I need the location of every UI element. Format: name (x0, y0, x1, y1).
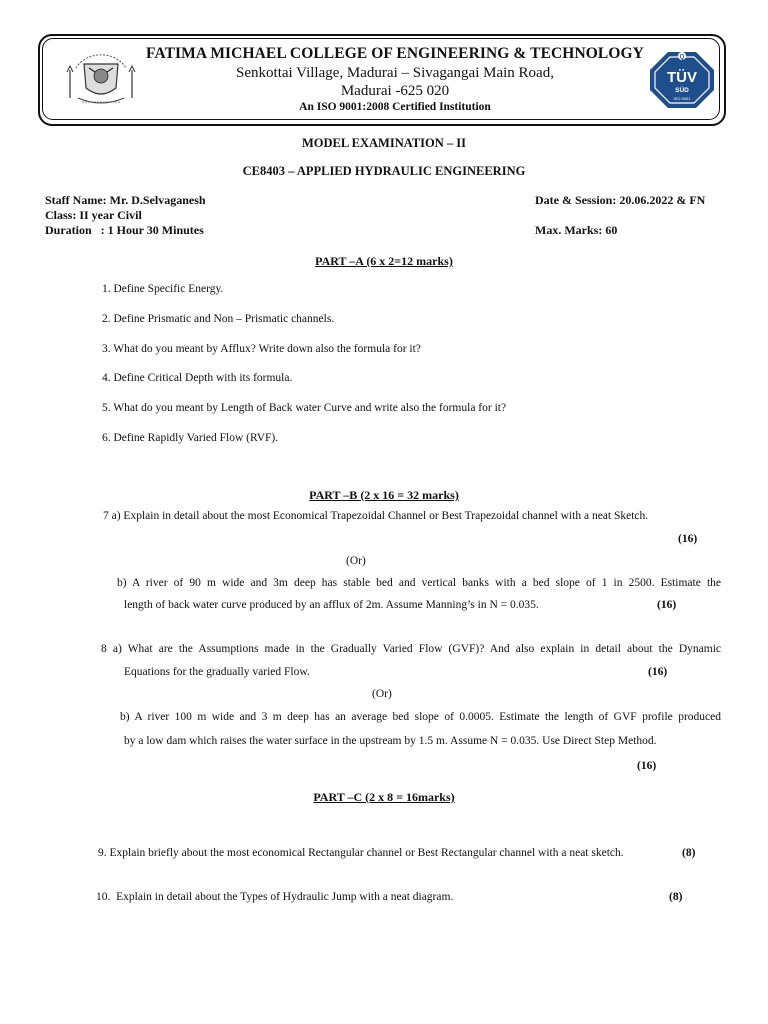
question-7a-marks: (16) (678, 533, 698, 545)
college-address-line1: Senkottai Village, Madurai – Sivagangai Main Road, (236, 65, 554, 81)
college-seal-icon (62, 42, 140, 112)
or-separator-1: (Or) (346, 555, 366, 567)
part-c-heading: PART –C (2 x 8 = 16marks) (313, 790, 455, 804)
question-2: 2. Define Prismatic and Non – Prismatic channels. (102, 313, 335, 325)
subject-title: CE8403 – APPLIED HYDRAULIC ENGINEERING (242, 164, 526, 178)
question-5: 5. What do you meant by Length of Back water Curve and write also the formula for it? (102, 402, 507, 414)
question-1: 1. Define Specific Energy. (102, 283, 224, 295)
svg-text:SÜD: SÜD (675, 87, 689, 94)
question-10-marks: (8) (669, 891, 683, 903)
or-separator-2: (Or) (372, 688, 392, 700)
question-9: 9. Explain briefly about the most economical Rectangular channel or Best Rectangular channel with a neat sketch. (98, 847, 624, 859)
duration-info: Duration : 1 Hour 30 Minutes (45, 223, 204, 237)
question-3: 3. What do you meant by Afflux? Write down also the formula for it? (102, 343, 421, 355)
staff-name: Staff Name: Mr. D.Selvaganesh (45, 193, 206, 207)
certification-line: An ISO 9001:2008 Certified Institution (299, 101, 491, 113)
question-8a-marks: (16) (648, 666, 668, 678)
question-8b-line2: by a low dam which raises the water surface in the upstream by 1.5 m. Assume N = 0.035. Use Direct Step Method. (124, 735, 657, 747)
question-9-marks: (8) (682, 847, 696, 859)
exam-title: MODEL EXAMINATION – II (301, 136, 467, 150)
part-b-heading: PART –B (2 x 16 = 32 marks) (309, 488, 459, 502)
question-10: 10. Explain in detail about the Types of Hydraulic Jump with a neat diagram. (96, 891, 454, 903)
max-marks: Max. Marks: 60 (535, 223, 618, 237)
question-4: 4. Define Critical Depth with its formula. (102, 372, 293, 384)
question-8a-line2: Equations for the gradually varied Flow. (124, 666, 310, 678)
class-info: Class: II year Civil (45, 208, 142, 222)
question-7a: 7 a) Explain in detail about the most Economical Trapezoidal Channel or Best Trapezoidal channel with a neat Sketch. (103, 510, 649, 522)
college-address-line2: Madurai -625 020 (340, 83, 450, 99)
svg-text:TÜV: TÜV (667, 69, 697, 86)
svg-text:Q: Q (679, 54, 685, 61)
tuv-sud-logo-icon (648, 50, 716, 110)
question-7b-line2: length of back water curve produced by an afflux of 2m. Assume Manning’s in N = 0.035. (124, 599, 539, 611)
question-7b-line1: b) A river of 90 m wide and 3m deep has stable bed and vertical banks with a bed slope of 1 in 2500. Estimate the (117, 577, 721, 589)
date-session: Date & Session: 20.06.2022 & FN (535, 193, 706, 207)
question-8b-marks: (16) (637, 760, 657, 772)
question-7b-marks: (16) (657, 599, 677, 611)
part-a-heading: PART –A (6 x 2=12 marks) (315, 254, 453, 268)
question-6: 6. Define Rapidly Varied Flow (RVF). (102, 432, 279, 444)
question-8a-line1: 8 a) What are the Assumptions made in the Gradually Varied Flow (GVF)? And also explain in detail about the Dynamic (101, 643, 721, 655)
svg-text:ISO 9001: ISO 9001 (673, 96, 691, 101)
question-8b-line1: b) A river 100 m wide and 3 m deep has an average bed slope of 0.0005. Estimate the length of GVF profile produced (120, 711, 721, 723)
college-name: FATIMA MICHAEL COLLEGE OF ENGINEERING & TECHNOLOGY (146, 45, 644, 62)
